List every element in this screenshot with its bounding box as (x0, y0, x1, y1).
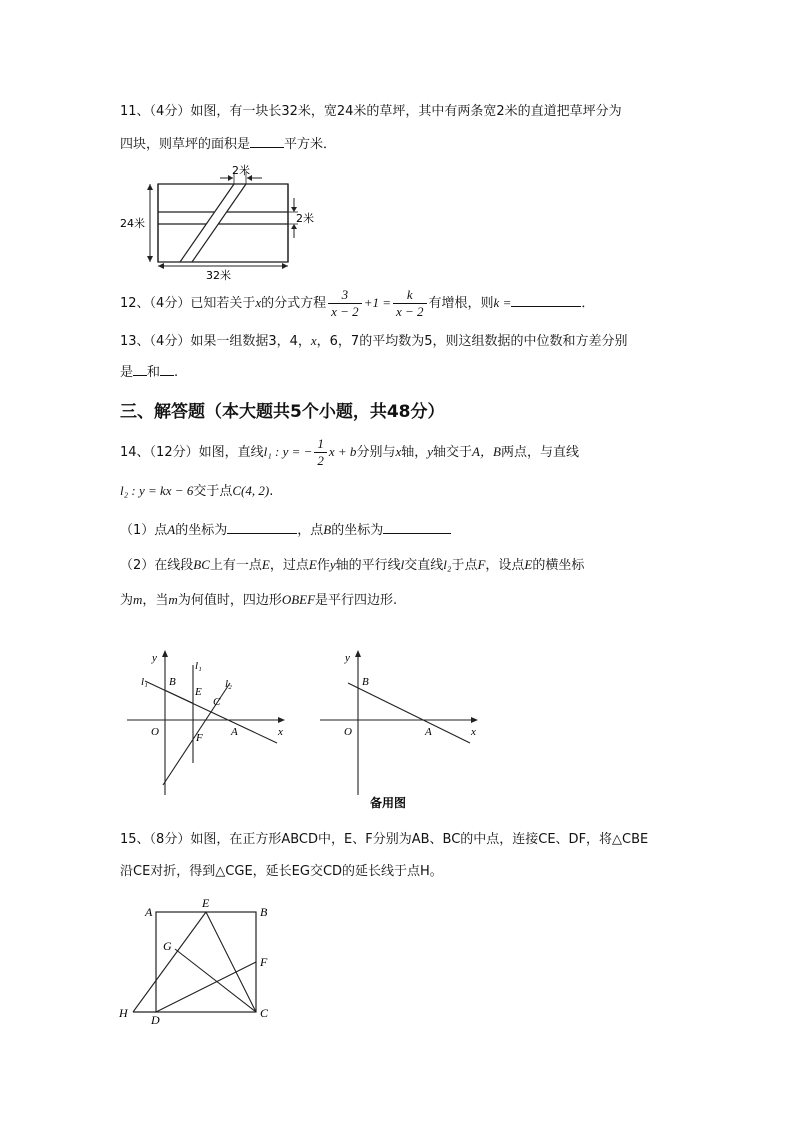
q14-part2-a: （2）在线段 (120, 558, 194, 573)
q14-number: 14、 (120, 445, 150, 460)
q13-line2 (120, 363, 178, 383)
q14-part2-line1 (120, 555, 584, 576)
q13-score: （4分） (149, 334, 191, 349)
q14-fig2-x: x (471, 726, 476, 738)
q12-frac2-num: k (393, 287, 427, 304)
q12-end: ． (581, 296, 595, 311)
q14-part2-b: 上有一点 (209, 558, 262, 573)
q15-figure (115, 892, 285, 1027)
q15-fig-A: A (145, 905, 153, 919)
q14-fig1-l: l₁ (195, 660, 202, 672)
q14-line1-e: 轴交于 (433, 445, 473, 460)
q14-fig1-y: y (152, 652, 157, 664)
q14-line1-d: 轴， (401, 445, 428, 460)
q14-part2-m: m (133, 592, 143, 607)
q14-part2-E2: E (308, 557, 317, 572)
q12-number: 12、 (120, 296, 150, 311)
q15-fig-G: G (163, 939, 172, 953)
q15-fig-F: F (260, 955, 268, 969)
q14-score: （12分） (149, 445, 199, 460)
q15-line2: 沿CE对折，得到△CGE，延长EG交CD的延长线于点H。 (120, 864, 443, 879)
q13-text2b: 和 (147, 365, 161, 380)
q15-fig-H: H (119, 1006, 128, 1020)
q11-line2 (120, 135, 336, 155)
q14-part1-a: （1）点 (120, 523, 168, 538)
q14-part2-k: ，当 (142, 593, 169, 608)
q15-score: （8分） (149, 832, 191, 847)
q11-text2a: 四块，则草坪的面积是 (120, 137, 251, 152)
q14-part2-h: ，设点 (485, 558, 525, 573)
q14-part1-B: B (323, 522, 332, 537)
q14-part2-c: ，过点 (269, 558, 309, 573)
q12-score: （4分） (149, 296, 191, 311)
q14-fig1-C: C (213, 696, 221, 708)
q14-part1-A: A (167, 522, 176, 537)
q15-fig-C: C (260, 1006, 269, 1020)
q14-fig1-l1: l₁ (141, 676, 148, 688)
q14-part2-OBEF: OBEF (281, 592, 316, 607)
q14-part2-l: l (400, 557, 405, 572)
q14-fig1-l2: l₂ (225, 678, 232, 690)
q15-fig-B: B (260, 905, 268, 919)
q12-plus-one: +1 = (363, 295, 391, 310)
q14-fig1-E: E (195, 686, 202, 698)
q11-number: 11、 (120, 104, 150, 119)
q14-l2-expr: l₂ : y = kx − 6 (120, 483, 194, 498)
q14-part1-b: 的坐标为 (175, 523, 228, 538)
q12-text-c: 有增根，则 (428, 296, 494, 311)
q14-part2-l2: l₂ (443, 557, 452, 572)
q15-line1: 如图，在正方形ABCD中，E、F分别为AB、BC的中点，连接CE、DF，将△CBE (190, 832, 649, 847)
q12-line (120, 287, 594, 320)
q14-part2-l-txt: 为何值时，四边形 (177, 593, 282, 608)
q14-figure-main (125, 645, 290, 800)
q14-part2-m2: m (168, 592, 178, 607)
q14-part2-BC: BC (193, 557, 210, 572)
q14-line2-end: . (269, 484, 274, 499)
q14-fig2-O: O (344, 726, 352, 738)
q11-score: （4分） (149, 104, 191, 119)
q15-line2 (120, 862, 443, 882)
q14-points-ab: A，B (472, 444, 501, 459)
q15-line1 (120, 830, 648, 850)
q13-text2a: 是 (120, 365, 134, 380)
q14-fig2-A: A (425, 726, 432, 738)
q13-line1 (120, 331, 627, 352)
q14-line2 (120, 481, 273, 502)
q12-frac2-den: x − 2 (395, 304, 424, 319)
q12-var-x: x (255, 295, 262, 310)
q14-part2-end: 是平行四边形. (315, 593, 398, 608)
q13-blank-variance[interactable] (160, 375, 174, 376)
q14-part1-c: ，点 (297, 523, 324, 538)
q14-fig1-O: O (151, 726, 159, 738)
q13-var-x: x (310, 333, 317, 348)
q14-point-c: C(4, 2) (232, 483, 270, 498)
q11-left-label: 24米 (120, 217, 145, 230)
q14-fig1-x: x (278, 726, 283, 738)
q13-blank-median[interactable] (133, 375, 147, 376)
q12-text-b: 的分式方程 (261, 296, 327, 311)
section-3-title: 三、解答题（本大题共5个小题，共48分） (120, 402, 445, 422)
q14-line1 (120, 436, 579, 469)
q14-part2-e: 轴的平行线 (335, 558, 401, 573)
q14-x-axis: x (395, 444, 402, 459)
q14-fig1-A: A (231, 726, 238, 738)
q12-frac2 (393, 287, 427, 320)
q14-fig2-B: B (362, 676, 369, 688)
q14-l1-rest: x + b (328, 444, 357, 459)
q11-text1: 如图，有一块长32米，宽24米的草坪，其中有两条宽2米的直道把草坪分为 (190, 104, 622, 119)
q14-part2-j: 为 (120, 593, 134, 608)
q14-frac-den: 2 (317, 453, 324, 468)
q14-line1-f: 两点，与直线 (500, 445, 579, 460)
q14-part2-g: 于点 (451, 558, 478, 573)
q12-frac1-den: x − 2 (331, 304, 359, 319)
q11-text2b: 平方米． (284, 137, 337, 152)
q15-number: 15、 (120, 832, 150, 847)
q14-part1 (120, 520, 451, 541)
q14-part2-E3: E (524, 557, 533, 572)
q15-fig-E: E (202, 896, 210, 910)
q14-l1-expr: l₁ : y = − (263, 444, 313, 459)
q14-line2-a: 交于点 (193, 484, 233, 499)
q11-right-label: 2米 (296, 212, 314, 225)
q14-blank-B[interactable] (383, 533, 451, 534)
q14-frac-num: 1 (314, 436, 327, 453)
q14-part2-E: E (261, 557, 270, 572)
q11-line1 (120, 102, 622, 122)
q12-k-eq: k = (493, 295, 512, 310)
q12-text-a: 已知若关于 (190, 296, 256, 311)
q14-line1-a: 如图，直线 (198, 445, 264, 460)
q15-fig-D: D (151, 1013, 160, 1027)
q11-figure (120, 160, 330, 282)
q14-fig1-B: B (169, 676, 176, 688)
q14-part2-y: y (329, 557, 336, 572)
q14-part2-f: 交直线 (404, 558, 444, 573)
q14-fig1-F: F (196, 732, 203, 744)
q13-text1b: ，6，7的平均数为5，则这组数据的中位数和方差分别 (316, 334, 628, 349)
q14-part2-i: 的横坐标 (532, 558, 585, 573)
q14-part1-d: 的坐标为 (331, 523, 384, 538)
q14-part2-line2 (120, 590, 397, 611)
q14-frac (314, 436, 327, 469)
q14-line1-c: 分别与 (356, 445, 396, 460)
q13-text1: 如果一组数据3，4， (190, 334, 311, 349)
q14-y-axis: y (427, 444, 434, 459)
q11-answer-blank[interactable] (250, 147, 284, 148)
q14-fig2-caption: 备用图 (370, 796, 407, 810)
q11-top-label: 2米 (232, 164, 250, 177)
q12-answer-blank[interactable] (511, 306, 581, 307)
q13-number: 13、 (120, 334, 150, 349)
q11-bottom-label: 32米 (206, 269, 231, 282)
q14-blank-A[interactable] (227, 533, 297, 534)
q14-part2-F: F (477, 557, 486, 572)
q13-text2c: . (174, 365, 179, 380)
q14-figure-backup (318, 645, 483, 815)
q14-part2-d: 作 (316, 558, 330, 573)
q12-frac1-num: 3 (328, 287, 362, 304)
q14-fig2-y: y (345, 652, 350, 664)
q12-frac1 (328, 287, 362, 320)
